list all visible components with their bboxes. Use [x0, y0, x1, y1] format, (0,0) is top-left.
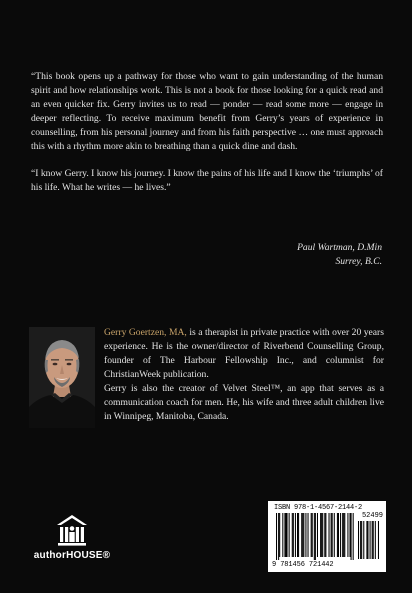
barcode-addon-bar [360, 521, 361, 559]
quote-paragraph-1: “This book opens up a pathway for those who want to gain understanding of the human spirit and how relationships work. This is not a book for those looking for a quick read and an even quicker fix. Gerry invites us to read — ponder — read some more — engage in deeper reflecting. To receive maximum benefit from Gerry’s years of experience in counselling, from his personal journey and from his faith perspective … one must approach this with a rhythm more akin to breathing than a quick dine and dash. [31, 71, 383, 152]
barcode-bar [342, 513, 343, 557]
barcode-addon-bar [370, 521, 371, 559]
authorhouse-logo-icon [55, 513, 89, 547]
barcode-bar [314, 513, 315, 560]
barcode-bar [351, 513, 352, 560]
endorsement-quote [31, 70, 383, 208]
barcode-bar [320, 513, 321, 557]
barcode-bar [276, 513, 277, 560]
barcode-addon-bar [367, 521, 368, 559]
barcode-bar [325, 513, 326, 557]
barcode-bar [311, 513, 312, 557]
author-bio [104, 326, 384, 424]
barcode-bar [284, 513, 285, 557]
barcode-bar [344, 513, 345, 557]
barcode-addon-bar [358, 521, 359, 559]
author-name: Gerry Goertzen, MA, [104, 327, 187, 338]
barcode-bar [329, 513, 330, 557]
barcode-bar [289, 513, 290, 557]
ean-digits: 9 781456 721442 [272, 561, 334, 569]
barcode-bar [303, 513, 304, 557]
endorsement-attribution [297, 241, 382, 269]
barcode-bar [297, 513, 298, 557]
barcode-bar [308, 513, 309, 557]
barcode-icon [274, 513, 380, 561]
barcode-bar [337, 513, 338, 557]
barcode-bar [279, 513, 280, 557]
barcode-bar [350, 513, 351, 557]
barcode-bar [353, 513, 354, 560]
barcode-label [268, 501, 386, 572]
author-photo [29, 327, 95, 428]
barcode-bar [305, 513, 306, 557]
barcode-bar [278, 513, 279, 560]
barcode-bar [285, 513, 286, 557]
barcode-addon-bar [361, 521, 362, 559]
barcode-addon-bar [378, 521, 379, 559]
barcode-bar [312, 513, 313, 557]
barcode-bar [298, 513, 299, 557]
barcode-addon-bar [373, 521, 374, 559]
bio-paragraph-1-rest: is a therapist in private practice with over 20 years experience. He is the owner/director of Riverbend Counselling Group, founder of The Harbour Fellowship Inc., and columnist for ChristianWeek publication. [104, 327, 384, 380]
barcode-bar [315, 513, 316, 560]
publisher-logo [27, 513, 117, 561]
barcode-bar [332, 513, 333, 557]
barcode-bar [292, 513, 293, 557]
barcode-bar [347, 513, 348, 557]
barcode-addon-bar [375, 521, 376, 559]
bio-paragraph-2: Gerry is also the creator of Velvet Steel™, an app that serves as a communication coach for men. He, his wife and three adult children live in Winnipeg, Manitoba, Canada. [104, 383, 384, 422]
barcode-bar [324, 513, 325, 557]
barcode-bar [295, 513, 296, 557]
barcode-bar [301, 513, 302, 557]
publisher-name: authorHOUSE® [33, 550, 111, 561]
bio-paragraph-1 [104, 326, 384, 382]
barcode-bar [282, 513, 283, 557]
barcode-bar [343, 513, 344, 557]
price-code: 52499 [361, 512, 383, 520]
quote-paragraph-2: “I know Gerry. I know his journey. I know the pains of his life and I know the ‘triumphs’ of his life. What he writes — he lives.” [31, 168, 383, 193]
barcode-bar [321, 513, 322, 557]
barcode-bar [338, 513, 339, 557]
isbn-number: ISBN 978-1-4567-2144-2 [274, 504, 363, 512]
barcode-bar [293, 513, 294, 557]
attribution-name: Paul Wartman, D.Min [297, 242, 382, 253]
barcode-addon-bar [363, 521, 364, 559]
barcode-bar [317, 513, 318, 557]
barcode-bar [331, 513, 332, 557]
barcode-bar [322, 513, 323, 557]
barcode-bar [334, 513, 335, 557]
barcode-bar [340, 513, 341, 557]
barcode-bar [287, 513, 288, 557]
attribution-location: Surrey, B.C. [335, 256, 382, 267]
barcode-addon-bar [366, 521, 367, 559]
barcode-bar [302, 513, 303, 557]
barcode-addon-bar [372, 521, 373, 559]
